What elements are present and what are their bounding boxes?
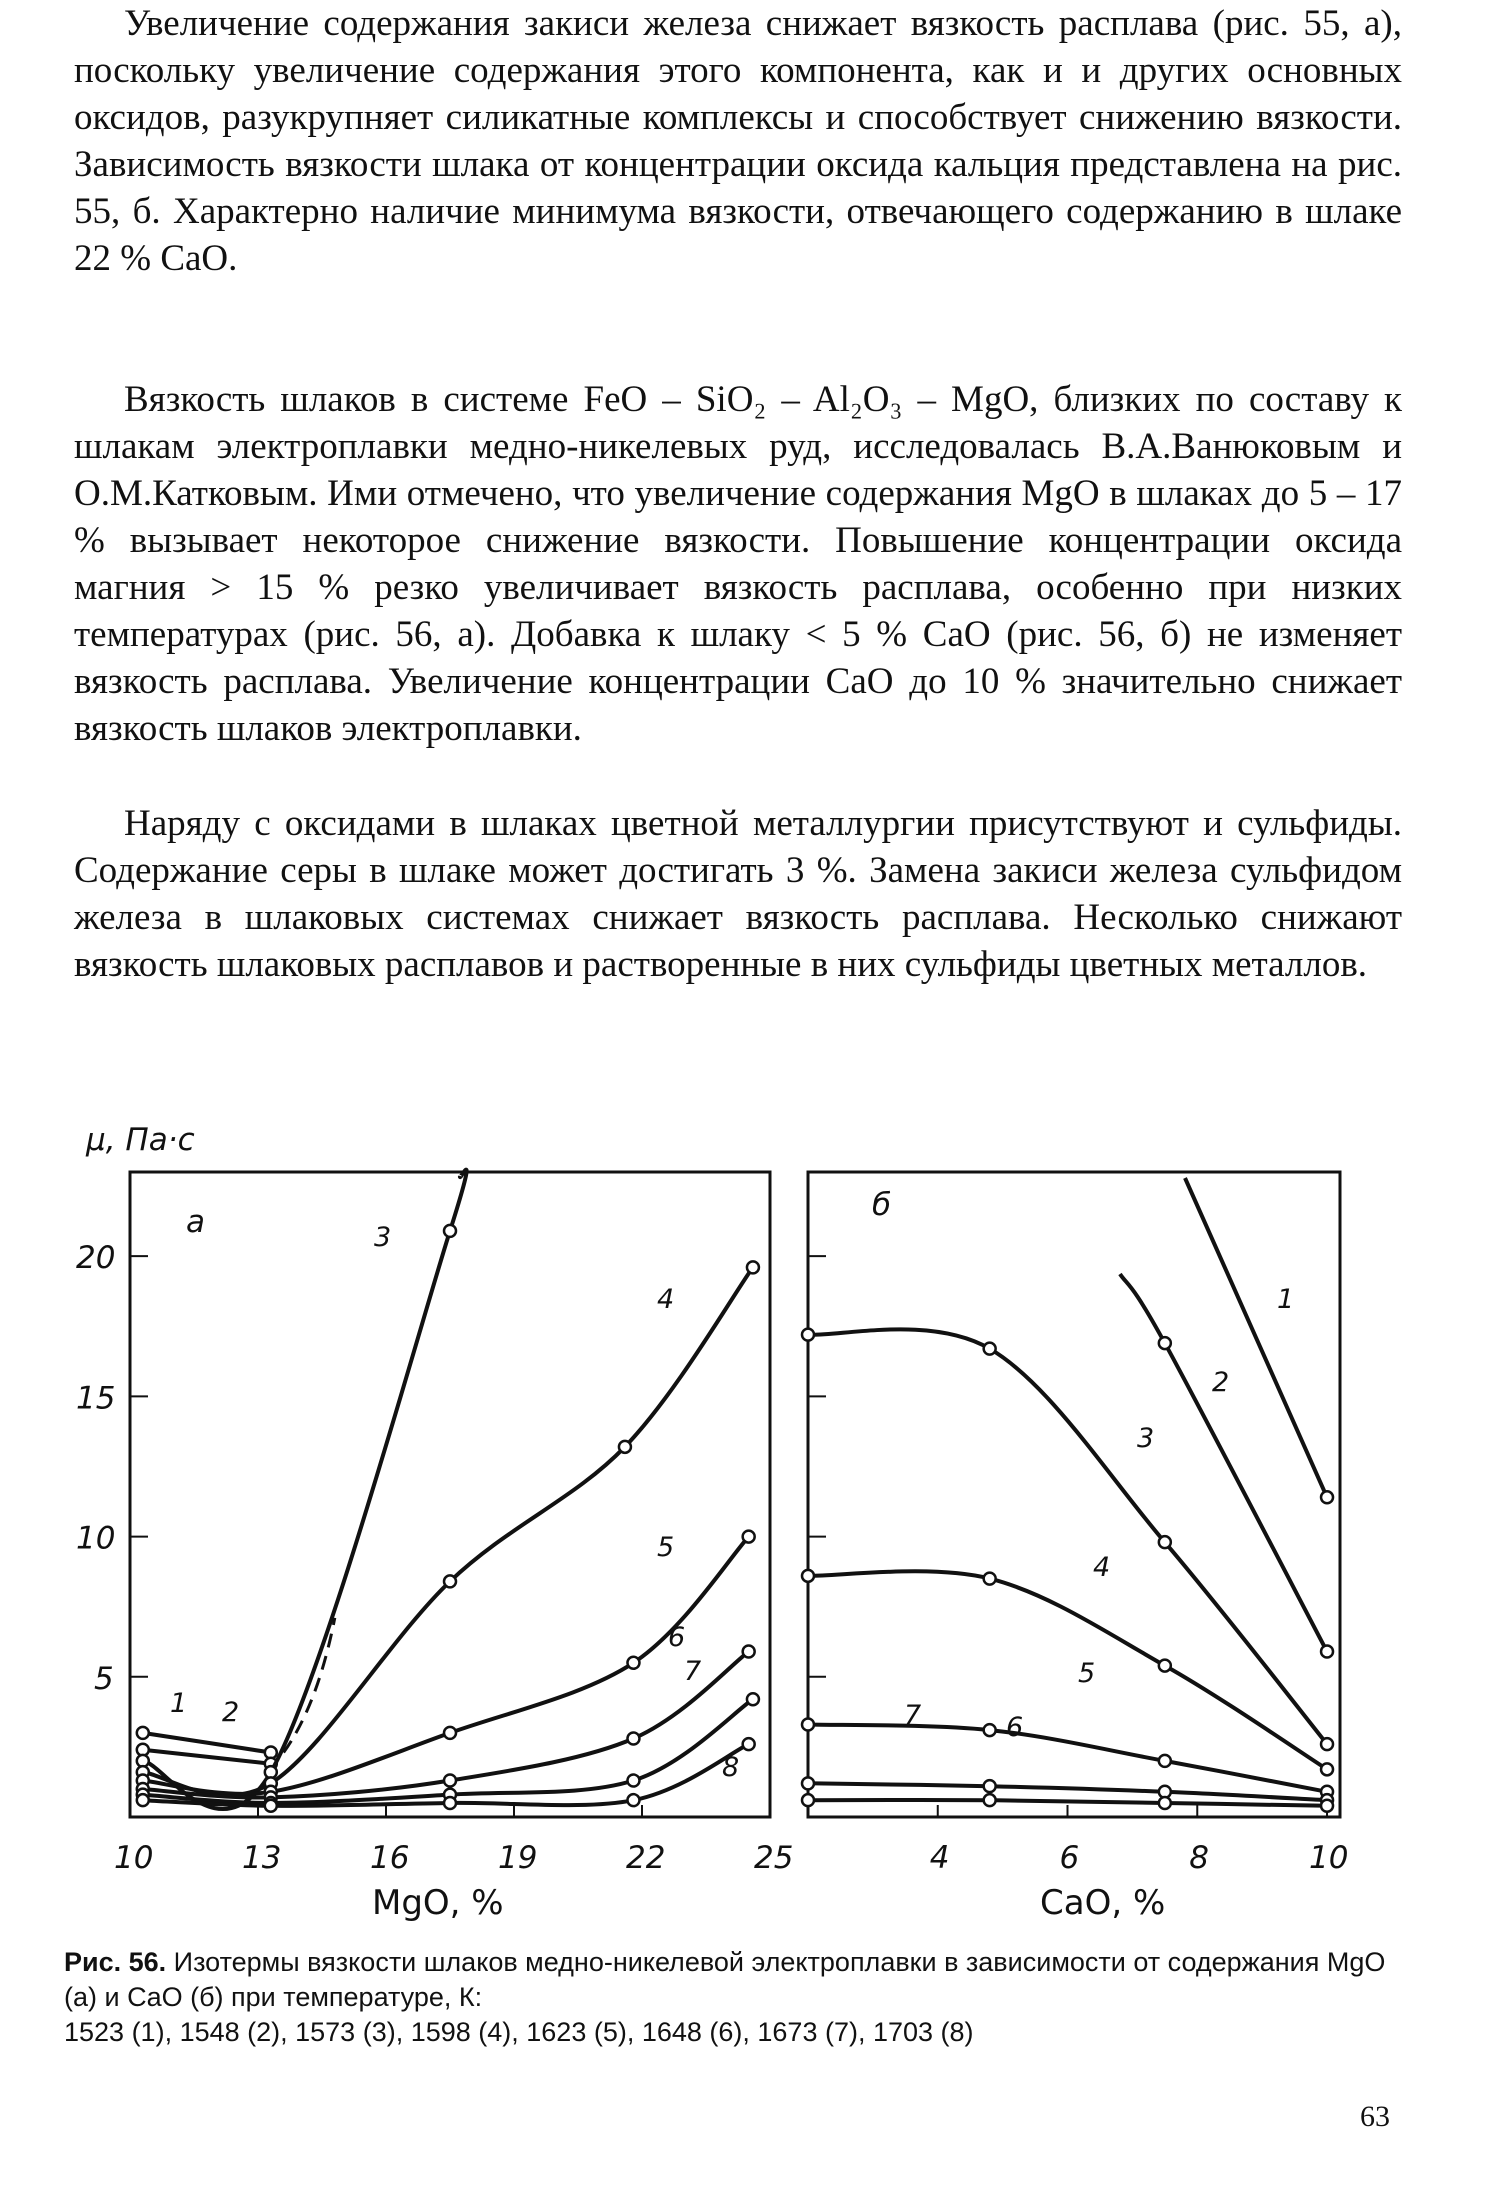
series-5-line-a [143, 1537, 749, 1794]
data-point-a [627, 1732, 639, 1744]
y-axis-label: μ, Па·с [86, 1122, 195, 1158]
data-point-b [984, 1573, 996, 1585]
x-tick-label-a: 13 [242, 1840, 282, 1876]
caption-label: Рис. 56. [64, 1947, 167, 1977]
x-tick-label-a: 22 [626, 1840, 666, 1876]
data-point-a [137, 1794, 149, 1806]
data-point-a [627, 1794, 639, 1806]
series-label-a: 6 [668, 1622, 686, 1653]
x-tick-label-b: 10 [1309, 1840, 1349, 1876]
x-tick-label-a: 19 [498, 1840, 538, 1876]
series-7-line-b [808, 1800, 1327, 1806]
data-point-b [984, 1724, 996, 1736]
x-axis-label-a: MgO, % [372, 1883, 504, 1923]
data-point-b [984, 1794, 996, 1806]
data-point-b [1159, 1536, 1171, 1548]
series-label-a: 4 [657, 1284, 675, 1315]
series-label-b: 3 [1137, 1423, 1155, 1454]
series-label-a: 5 [657, 1532, 675, 1563]
series-5-line-b [808, 1725, 1327, 1792]
x-tick-label-a: 25 [754, 1840, 794, 1876]
data-point-b [802, 1718, 814, 1730]
series-2-line-b [1120, 1274, 1327, 1652]
data-point-b [802, 1570, 814, 1582]
caption-text: Изотермы вязкости шлаков медно-никелевой электроплавки в зависимости от содержания MgO (а) и CaO (б) при температуре, К: [64, 1947, 1386, 2012]
data-point-b [1159, 1755, 1171, 1767]
x-tick-label-b: 8 [1189, 1840, 1210, 1876]
data-point-a [265, 1800, 277, 1812]
data-point-b [1159, 1797, 1171, 1809]
y-tick-label: 15 [76, 1380, 116, 1417]
series-label-a: 1 [170, 1688, 188, 1719]
data-point-a [444, 1775, 456, 1787]
data-point-b [1159, 1660, 1171, 1672]
data-point-b [1321, 1800, 1333, 1812]
series-label-b: 5 [1078, 1658, 1096, 1689]
data-point-b [1159, 1337, 1171, 1349]
x-axis-label-b: CaO, % [1040, 1883, 1166, 1923]
series-1-line-a [143, 1733, 271, 1753]
paragraph-2: Вязкость шлаков в системе FeO – SiO₂ – Al₂O₃ – MgO, близких по составу к шлакам электроплавки медно-никелевых руд, исследовалась В.А.Ванюковым и О.М.Катковым. Ими отмечено, что увеличение содержания MgO в шлаках до 5 – 17 % вызывает некоторое снижение вязкости. Повышение концентрации оксида магния > 15 % резко увеличивает вязкость расплава, особенно при низких температурах (рис. 56, а). Добавка к шлаку < 5 % CaO (рис. 56, б) не изменяет вязкость расплава. Увеличение концентрации CaO до 10 % значительно снижает вязкость шлаков электроплавки. [74, 379, 1402, 749]
caption-temperatures: 1523 (1), 1548 (2), 1573 (3), 1598 (4), 1623 (5), 1648 (6), 1673 (7), 1703 (8) [64, 2017, 974, 2047]
data-point-a [444, 1575, 456, 1587]
page-number: 63 [1360, 2100, 1390, 2133]
series-label-a: 3 [374, 1222, 392, 1253]
x-tick-label-b: 6 [1059, 1840, 1080, 1876]
series-label-b: 6 [1006, 1712, 1024, 1743]
panel-a-label: а [186, 1204, 205, 1240]
y-tick-label: 10 [76, 1520, 116, 1557]
series-3-line-a [143, 1170, 467, 1809]
data-point-b [984, 1343, 996, 1355]
data-point-a [627, 1657, 639, 1669]
y-tick-label: 20 [76, 1240, 116, 1277]
paragraph-3: Наряду с оксидами в шлаках цветной металлургии присутствуют и сульфиды. Содержание серы в шлаке может достигать 3 %. Замена закиси железа сульфидом железа в шлаковых системах снижает вязкость расплава. Несколько снижают вязкость шлаковых расплавов и растворенные в них сульфиды цветных металлов. [74, 803, 1402, 985]
series-label-a: 7 [684, 1656, 702, 1687]
series-label-a: 2 [222, 1697, 240, 1728]
data-point-b [802, 1329, 814, 1341]
x-tick-label-b: 4 [929, 1840, 950, 1876]
series-2-line-a [143, 1750, 271, 1764]
series-label-b: 1 [1277, 1284, 1295, 1315]
data-point-a [444, 1797, 456, 1809]
data-point-b [802, 1777, 814, 1789]
data-point-a [747, 1693, 759, 1705]
series-label-b: 7 [904, 1700, 922, 1731]
panel-b-label: б [872, 1187, 892, 1223]
series-label-b: 4 [1093, 1552, 1111, 1583]
data-point-b [1321, 1491, 1333, 1503]
chart-panel-b [802, 1172, 1348, 1923]
panel-b-frame [808, 1172, 1340, 1817]
data-point-a [627, 1775, 639, 1787]
data-point-b [984, 1780, 996, 1792]
data-point-b [802, 1794, 814, 1806]
series-4-line-b [808, 1571, 1327, 1769]
figure-caption [64, 1945, 1404, 2050]
paragraph-1: Увеличение содержания закиси железа снижает вязкость расплава (рис. 55, а), поскольку увеличение содержания этого компонента, как и и других основных оксидов, разукрупняет силикатные комплексы и способствует снижению вязкости. Зависимость вязкости шлака от концентрации оксида кальция представлена на рис. 55, б. Характерно наличие минимума вязкости, отвечающего содержанию в шлаке 22 % CaO. [74, 3, 1402, 279]
series-1-line-b [1185, 1178, 1327, 1497]
data-point-a [444, 1727, 456, 1739]
data-point-a [743, 1738, 755, 1750]
data-point-a [743, 1646, 755, 1658]
data-point-b [1321, 1738, 1333, 1750]
series-6-line-b [808, 1783, 1327, 1800]
data-point-a [743, 1531, 755, 1543]
data-point-a [619, 1441, 631, 1453]
data-point-a [444, 1225, 456, 1237]
data-point-b [1321, 1646, 1333, 1658]
chart-panel-a [76, 1122, 826, 1923]
series-3-line-b [808, 1329, 1327, 1744]
x-tick-label-a: 16 [370, 1840, 410, 1876]
series-label-a: 8 [722, 1752, 740, 1783]
series-label-b: 2 [1212, 1367, 1230, 1398]
x-tick-label-a: 10 [114, 1840, 154, 1876]
data-point-b [1321, 1763, 1333, 1775]
data-point-a [747, 1261, 759, 1273]
y-tick-label: 5 [94, 1660, 114, 1697]
data-point-a [137, 1727, 149, 1739]
